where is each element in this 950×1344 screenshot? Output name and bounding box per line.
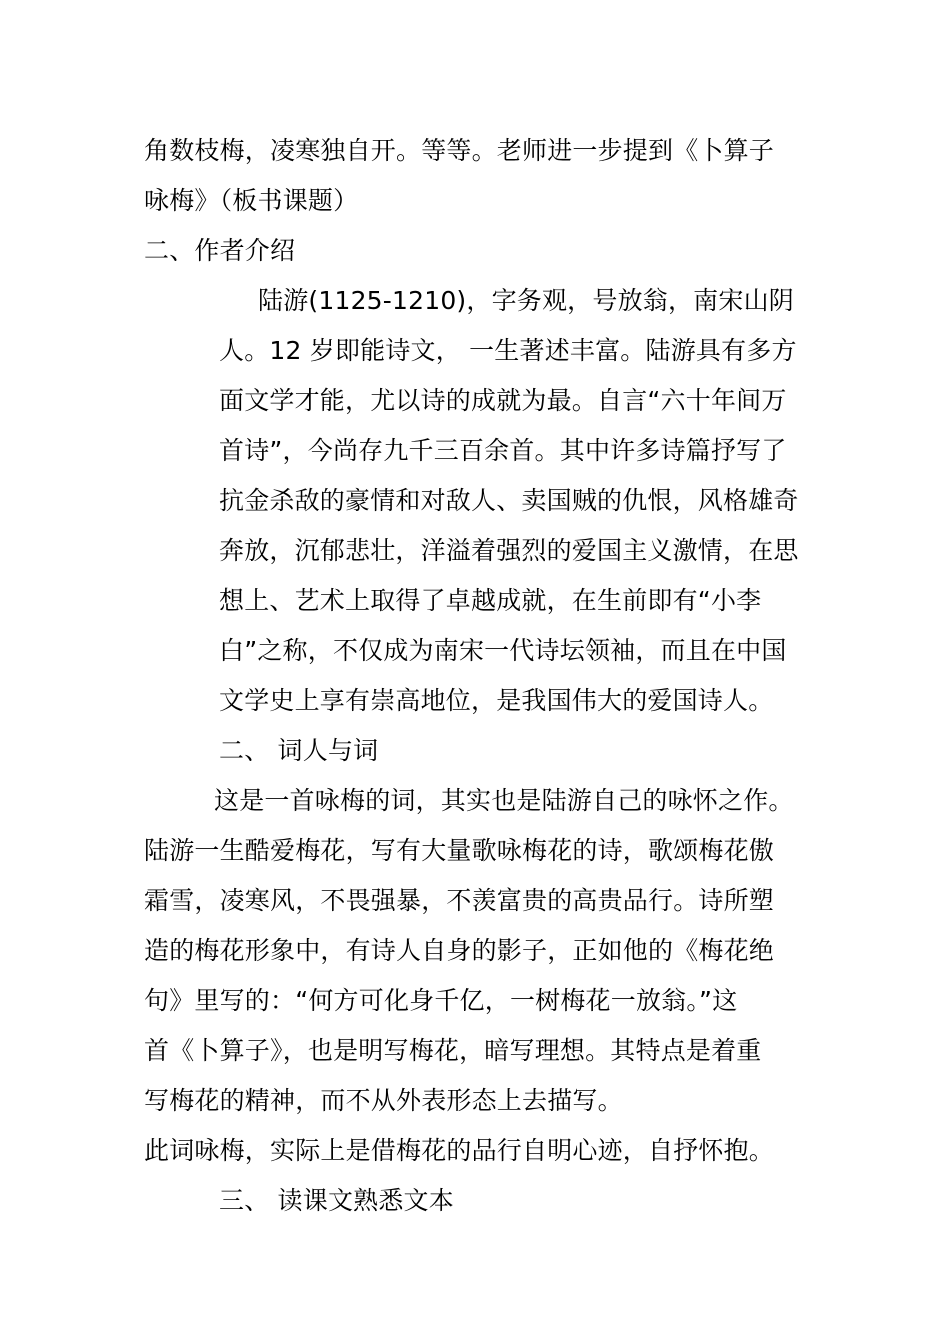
intro-line-1: 角数枝梅，凌寒独自开。等等。老师进一步提到《卜算子	[144, 136, 775, 165]
poem-discussion-line-5: 句》里写的：“何方可化身千亿，一树梅花一放翁。”这	[144, 986, 738, 1015]
author-bio-line-6: 奔放，沉郁悲壮，洋溢着强烈的爱国主义激情，在思	[219, 536, 799, 565]
poem-discussion-line-4: 造的梅花形象中，有诗人自身的影子，正如他的《梅花绝	[144, 936, 775, 965]
poem-discussion-line-7: 写梅花的精神，而不从外表形态上去描写。	[144, 1086, 623, 1115]
poem-discussion-line-6: 首《卜算子》，也是明写梅花，暗写理想。其特点是着重	[144, 1036, 762, 1065]
author-section-heading: 二、作者介绍	[144, 236, 296, 265]
author-bio-line-7: 想上、艺术上取得了卓越成就，在生前即有“小李	[219, 586, 762, 615]
author-bio-line-5: 抗金杀敌的豪情和对敌人、卖国贼的仇恨，风格雄奇	[219, 486, 799, 515]
poem-discussion-line-2: 陆游一生酷爱梅花，写有大量歌咏梅花的诗，歌颂梅花傲	[144, 836, 775, 865]
author-bio-line-4: 首诗”，今尚存九千三百余首。其中许多诗篇抒写了	[219, 436, 787, 465]
author-bio-line-3: 面文学才能，尤以诗的成就为最。自言“六十年间万	[219, 386, 787, 415]
reading-section-heading: 三、 读课文熟悉文本	[219, 1186, 454, 1215]
author-bio-line-9: 文学史上享有崇高地位，是我国伟大的爱国诗人。	[219, 686, 774, 715]
poem-discussion-line-1: 这是一首咏梅的词，其实也是陆游自己的咏怀之作。	[214, 786, 794, 815]
author-bio-line-1: 陆游(1125-1210)，字务观，号放翁，南宋山阴	[258, 286, 794, 315]
poet-section-heading: 二、 词人与词	[219, 736, 379, 765]
summary-line: 此词咏梅，实际上是借梅花的品行自明心迹，自抒怀抱。	[144, 1136, 775, 1165]
intro-line-2: 咏梅》（板书课题）	[144, 186, 359, 215]
poem-discussion-line-3: 霜雪，凌寒风，不畏强暴，不羡富贵的高贵品行。诗所塑	[144, 886, 775, 915]
author-bio-line-8: 白”之称，不仅成为南宋一代诗坛领袖，而且在中国	[219, 636, 787, 665]
author-bio-line-2: 人。12 岁即能诗文， 一生著述丰富。陆游具有多方	[219, 336, 797, 365]
